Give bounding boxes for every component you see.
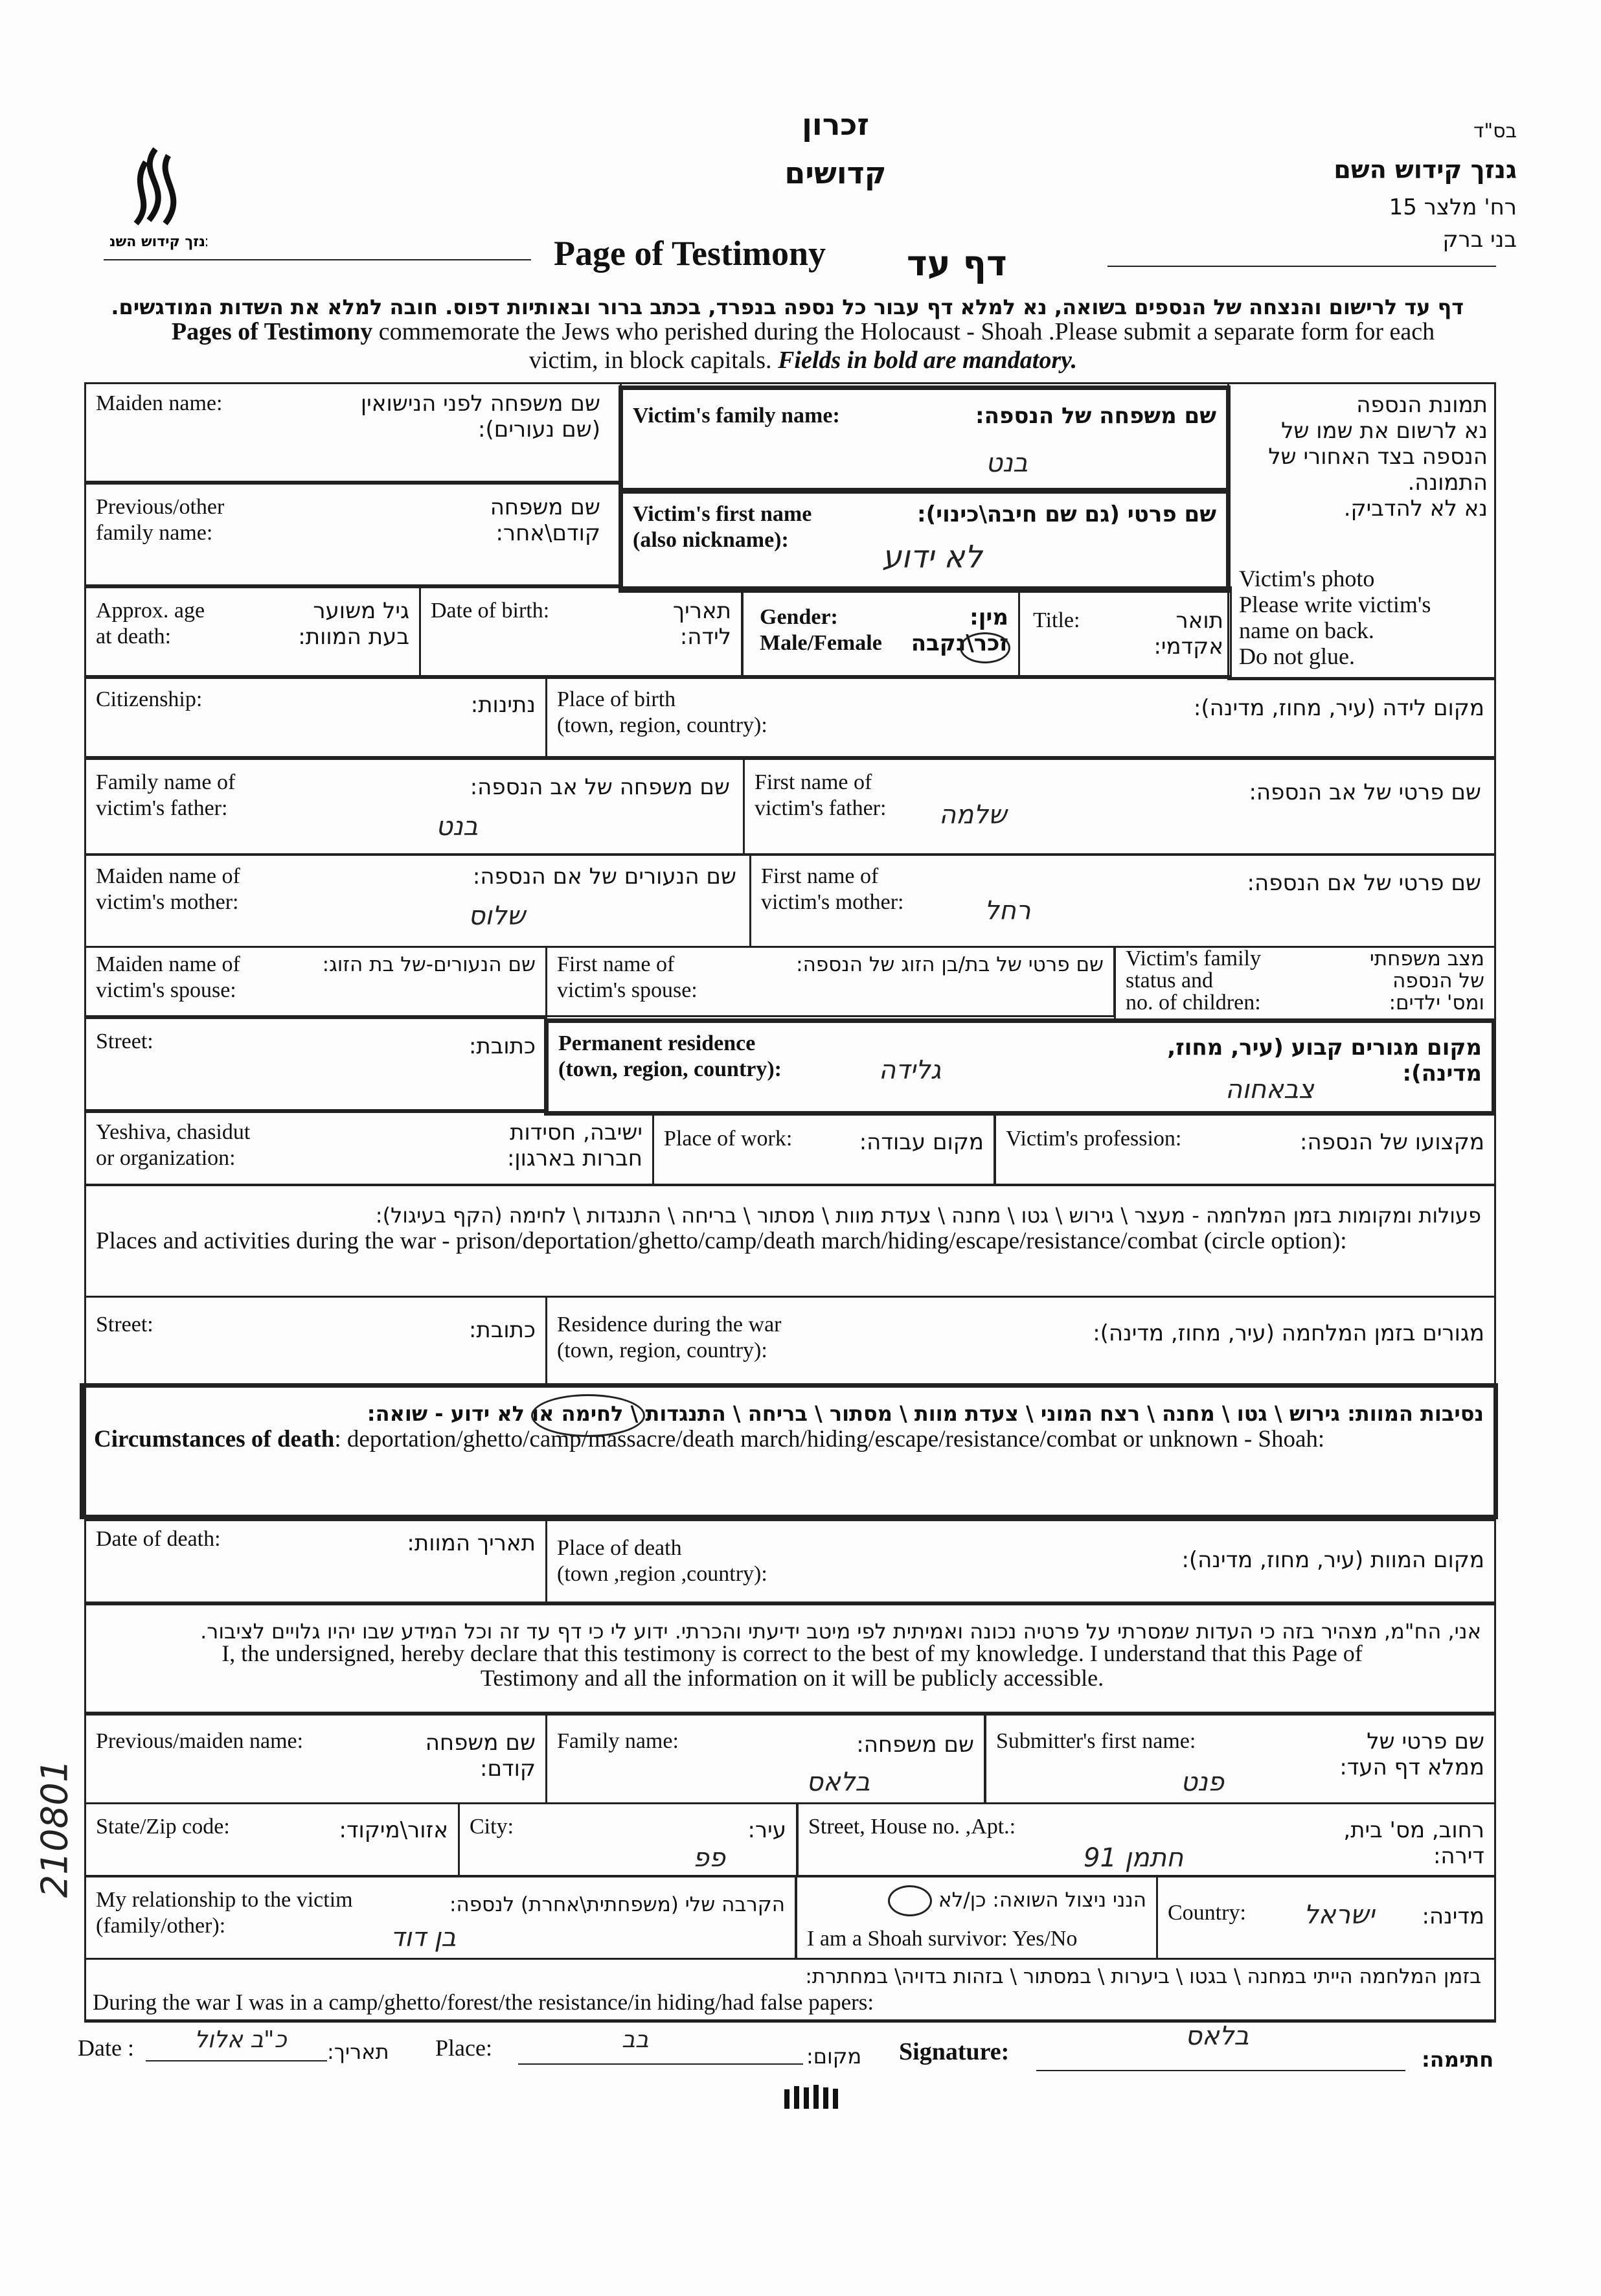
page-title: Page of Testimony: [554, 234, 826, 273]
place-of-birth-field[interactable]: Place of birth (town, region, country): מקום לידה (עיר, מחוז, מדינה):: [545, 677, 1496, 758]
gender-male-circle: [960, 632, 1010, 663]
mother-first-name-field[interactable]: First name of victim's mother: שם פרטי של אם הנספה: רחל: [749, 854, 1496, 948]
spouse-maiden-name-field[interactable]: Maiden name of victim's spouse: שם הנעורים-של בת הזוג:: [84, 946, 547, 1017]
org-city: בני ברק: [1442, 227, 1517, 253]
maiden-name-field[interactable]: Maiden name: שם משפחה לפני הנישואין (שם נעורים):: [84, 382, 622, 483]
photo-box[interactable]: תמונת הנספה נא לרשום את שמו של הנספה בצד האחורי של התמונה. נא לא להדביק. Victim's photo Please write victim's name on back. Do not glue.: [1227, 382, 1496, 680]
flame-ornament-icon: [780, 2080, 845, 2112]
family-status-field[interactable]: Victim's family status and no. of children: מצב משפחתי של הנספה ומס' ילדים:: [1114, 946, 1496, 1020]
date-label: Date :: [78, 2035, 134, 2061]
date-of-birth-field[interactable]: Date of birth: תאריך לידה:: [419, 586, 743, 677]
org-name: גנזך קידוש השם: [1334, 155, 1517, 184]
war-location-field[interactable]: בזמן המלחמה הייתי במחנה \ בגטו \ ביערות \ במסתור \ בזהות בדויה\ במחתרת: During the war I was in a camp/ghetto/forest/the resistance/in hiding/had false papers:: [84, 1958, 1496, 2023]
zikaron-line1: זכרון: [802, 107, 869, 142]
place-value[interactable]: בב: [622, 2026, 649, 2053]
street-address-field[interactable]: Street, House no. ,Apt.: רחוב, מס' בית, דירה: חתמן 91: [797, 1802, 1496, 1877]
relationship-field[interactable]: My relationship to the victim (family/other): הקרבה שלי (משפחתית\אחרת) לנספה: בן דוד: [84, 1876, 797, 1960]
survivor-no-circle: [888, 1885, 932, 1916]
unknown-shoah-circle: [531, 1394, 645, 1437]
previous-family-name-field[interactable]: Previous/other family name: שם משפחה קודם\אחר:: [84, 483, 622, 586]
side-id-number: 210801: [34, 1759, 76, 1898]
country-field[interactable]: Country: מדינה: ישראל: [1156, 1876, 1496, 1960]
signature-label-he: חתימה:: [1422, 2047, 1494, 2072]
org-street: רח' מלצר 15: [1389, 194, 1517, 220]
war-residence-field[interactable]: Residence during the war (town, region, country): מגורים בזמן המלחמה (עיר, מחוז, מדינה):: [545, 1296, 1496, 1386]
declaration: אני, הח"מ, מצהיר בזה כי העדות שמסרתי על פרטיה נכונה ואמיתית לפי מיטב ידיעתי והכרתי. ידוע לי כי דף עד זה וכל המידע שבו יהיו גלויים לציבור. I, the undersigned, hereby declare that this testimony is correct to the best of my knowledge. I understand that this Page of Testimony and all the information on it will be publicly accessible.: [84, 1603, 1496, 1714]
profession-field[interactable]: Victim's profession: מקצועו של הנספה:: [994, 1111, 1496, 1186]
place-of-work-field[interactable]: Place of work: מקום עבודה:: [652, 1111, 995, 1186]
svg-text:גנזך קידוש השם: גנזך קידוש השם: [110, 234, 207, 250]
bsd-mark: בס"ד: [1473, 120, 1517, 143]
page-title-he: דף עד: [907, 243, 1007, 284]
signature-value[interactable]: בלאס: [1185, 2021, 1249, 2051]
date-label-he: תאריך:: [327, 2039, 389, 2064]
intro-en: Pages of Testimony commemorate the Jews who perished during the Holocaust - Shoah .Please submit a separate form for each victim, in block capitals. Fields in bold are mandatory.: [171, 318, 1435, 374]
logo-icon: [110, 143, 207, 253]
victim-first-name-field[interactable]: Victim's first name (also nickname): שם פרטי (גם שם חיבה\כינוי): לא ידוע: [619, 489, 1231, 593]
death-circumstances-field[interactable]: נסיבות המוות: גירוש \ גטו \ מחנה \ רצח המוני \ צעדת מוות \ מסתור \ בריחה \ התנגדות \ לחימה או לא ידוע - שואה: Circumstances of death: deportation/ghetto/camp/massacre/death march/hiding/escape/resistance/combat or unknown - Shoah:: [80, 1383, 1498, 1519]
place-label: Place:: [435, 2035, 492, 2061]
war-activities-field[interactable]: פעולות ומקומות בזמן המלחמה - מעצר \ גירוש \ גטו \ מחנה \ צעדת מוות \ מסתור \ בריחה \ התנגדות \ לחימה (הקף בעיגול): Places and activities during the war - prison/deportation/ghetto/camp/death march/hiding/escape/resistance/combat (circle option):: [84, 1184, 1496, 1298]
submitter-previous-name-field[interactable]: Previous/maiden name: שם משפחה קודם:: [84, 1714, 547, 1804]
date-value[interactable]: כ"ב אלול: [194, 2026, 287, 2053]
father-first-name-field[interactable]: First name of victim's father: שם פרטי של אב הנספה: שלמה: [743, 758, 1496, 855]
title-field[interactable]: Title: תואר אקדמי:: [1018, 586, 1232, 677]
spouse-first-name-field[interactable]: First name of victim's spouse: שם פרטי של בת/בן הזוג של הנספה:: [545, 946, 1115, 1017]
survivor-field[interactable]: הנני ניצול השואה: כן/לא I am a Shoah survivor: Yes/No: [795, 1876, 1158, 1960]
permanent-residence-field[interactable]: Permanent residence (town, region, country): מקום מגורים קבוע (עיר, מחוז, מדינה): גלידה צבאחוה: [544, 1018, 1496, 1116]
submitter-first-name-field[interactable]: Submitter's first name: שם פרטי של ממלא דף העד: פנט: [984, 1714, 1496, 1804]
father-family-name-field[interactable]: Family name of victim's father: שם משפחה של אב הנספה: בנט: [84, 758, 745, 855]
age-at-death-field[interactable]: Approx. age at death: גיל משוער בעת המוות:: [84, 586, 421, 677]
war-street-field[interactable]: Street: כתובת:: [84, 1296, 547, 1386]
date-of-death-field[interactable]: Date of death: תאריך המוות:: [84, 1519, 547, 1603]
place-label-he: מקום:: [806, 2044, 862, 2069]
city-field[interactable]: City: עיר: פפ: [458, 1802, 798, 1877]
victim-family-name-field[interactable]: Victim's family name: שם משפחה של הנספה: בנט: [619, 385, 1231, 492]
mother-maiden-name-field[interactable]: Maiden name of victim's mother: שם הנעורים של אם הנספה: שלוס: [84, 854, 751, 948]
signature-label: Signature:: [899, 2038, 1010, 2065]
place-of-death-field[interactable]: Place of death (town ,region ,country): מקום המוות (עיר, מחוז, מדינה):: [545, 1519, 1496, 1603]
intro-he: דף עד לרישום והנצחה של הנספים בשואה, נא למלא דף עבור כל נספה בנפרד, בכתב ברור ובאותיות דפוס. חובה למלא את השדות המודגשים.: [111, 295, 1464, 319]
yeshiva-field[interactable]: Yeshiva, chasidut or organization: ישיבה, חסידות חברות בארגון:: [84, 1111, 654, 1186]
citizenship-field[interactable]: Citizenship: נתינות:: [84, 677, 547, 758]
street-field[interactable]: Street: כתובת:: [84, 1017, 547, 1111]
submitter-family-name-field[interactable]: Family name: שם משפחה: בלאס: [545, 1714, 986, 1804]
zikaron-line2: קדושים: [784, 155, 887, 190]
zip-code-field[interactable]: State/Zip code: אזור\מיקוד:: [84, 1802, 460, 1877]
gender-field[interactable]: Gender: Male/Female מין: זכר\נקבה: [742, 586, 1020, 677]
